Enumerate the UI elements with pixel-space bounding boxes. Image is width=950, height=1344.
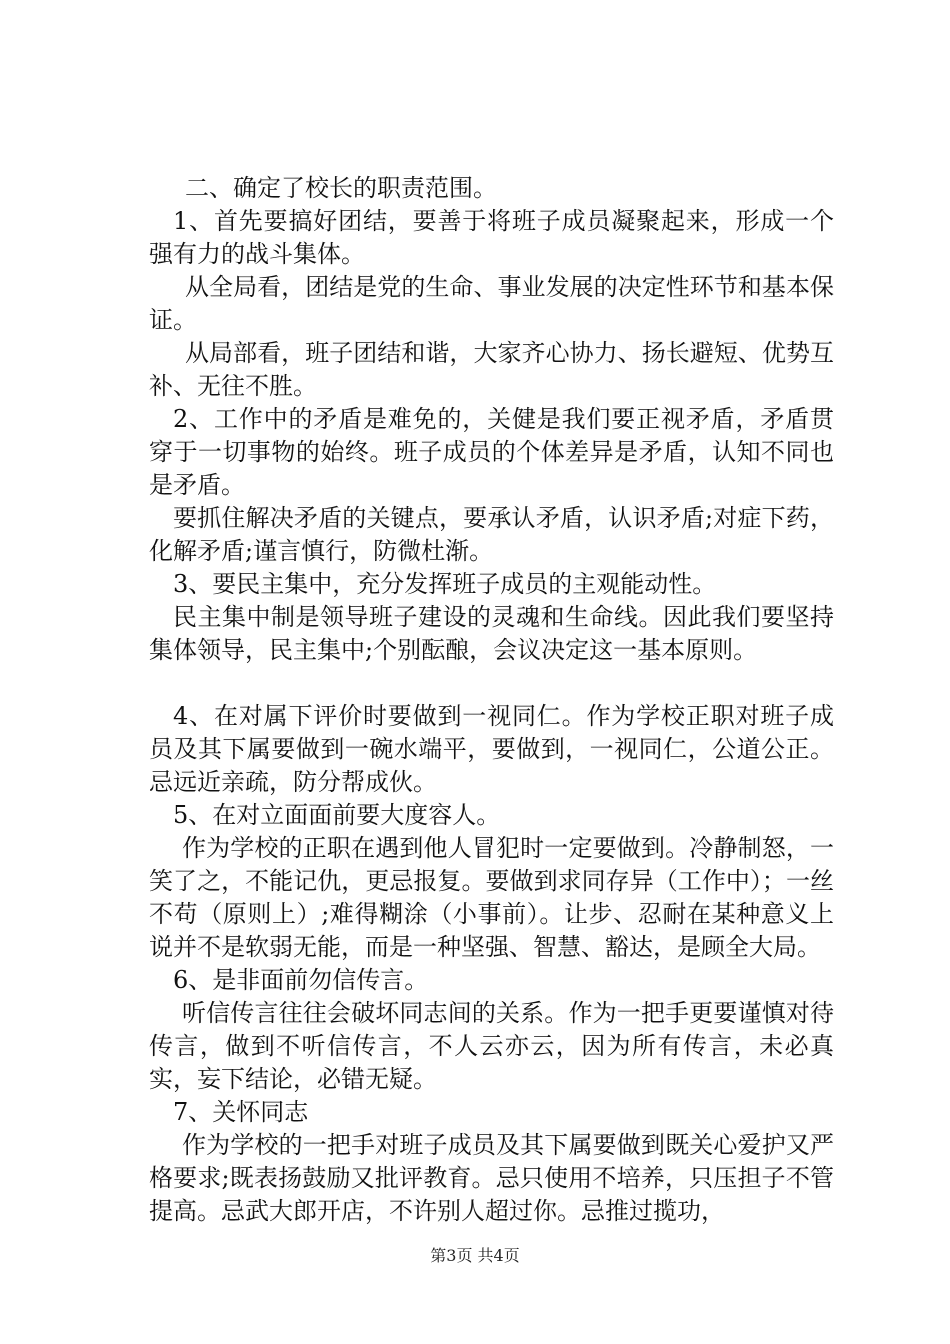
page-number-footer: 第3页 共4页 — [430, 1246, 520, 1265]
paragraph: 1、首先要搞好团结，要善于将班子成员凝聚起来，形成一个强有力的战斗集体。 — [149, 207, 834, 268]
paragraph: 作为学校的正职在遇到他人冒犯时一定要做到。冷静制怒，一笑了之，不能记仇，更忌报复。要做到求同存异（工作中）；一丝不苟（原则上）;难得糊涂（小事前）。让步、忍耐在某种意义上说并不是软弱无能，而是一种坚强、智慧、豁达，是顾全大局。 — [149, 834, 834, 961]
paragraph: 6、是非面前勿信传言。 — [173, 966, 429, 994]
paragraph: 从全局看，团结是党的生命、事业发展的决定性环节和基本保证。 — [149, 273, 834, 334]
paragraph: 2、工作中的矛盾是难免的，关健是我们要正视矛盾，矛盾贯穿于一切事物的始终。班子成员的个体差异是矛盾，认知不同也是矛盾。 — [149, 405, 834, 499]
paragraph: 要抓住解决矛盾的关键点，要承认矛盾，认识矛盾;对症下药，化解矛盾;谨言慎行，防微杜渐。 — [149, 504, 834, 565]
paragraph: 民主集中制是领导班子建设的灵魂和生命线。因此我们要坚持集体领导，民主集中;个别酝酿，会议决定这一基本原则。 — [149, 603, 834, 664]
paragraph: 3、要民主集中，充分发挥班子成员的主观能动性。 — [173, 570, 717, 598]
paragraph: 作为学校的一把手对班子成员及其下属要做到既关心爱护又严格要求;既表扬鼓励又批评教育。忌只使用不培养，只压担子不管提高。忌武大郎开店，不许别人超过你。忌推过揽功， — [149, 1131, 834, 1225]
document-body — [149, 172, 834, 1228]
paragraph: 7、关怀同志 — [173, 1098, 309, 1126]
paragraph: 5、在对立面面前要大度容人。 — [173, 801, 501, 829]
paragraph: 听信传言往往会破坏同志间的关系。作为一把手更要谨慎对待传言，做到不听信传言，不人云亦云，因为所有传言，未必真实，妄下结论，必错无疑。 — [149, 999, 834, 1093]
paragraph: 4、在对属下评价时要做到一视同仁。作为学校正职对班子成员及其下属要做到一碗水端平，要做到，一视同仁，公道公正。忌远近亲疏，防分帮成伙。 — [149, 702, 834, 796]
paragraph-gap — [149, 667, 834, 700]
paragraph: 从局部看，班子团结和谐，大家齐心协力、扬长避短、优势互补、无往不胜。 — [149, 339, 834, 400]
section-heading: 二、确定了校长的职责范围。 — [185, 174, 497, 202]
